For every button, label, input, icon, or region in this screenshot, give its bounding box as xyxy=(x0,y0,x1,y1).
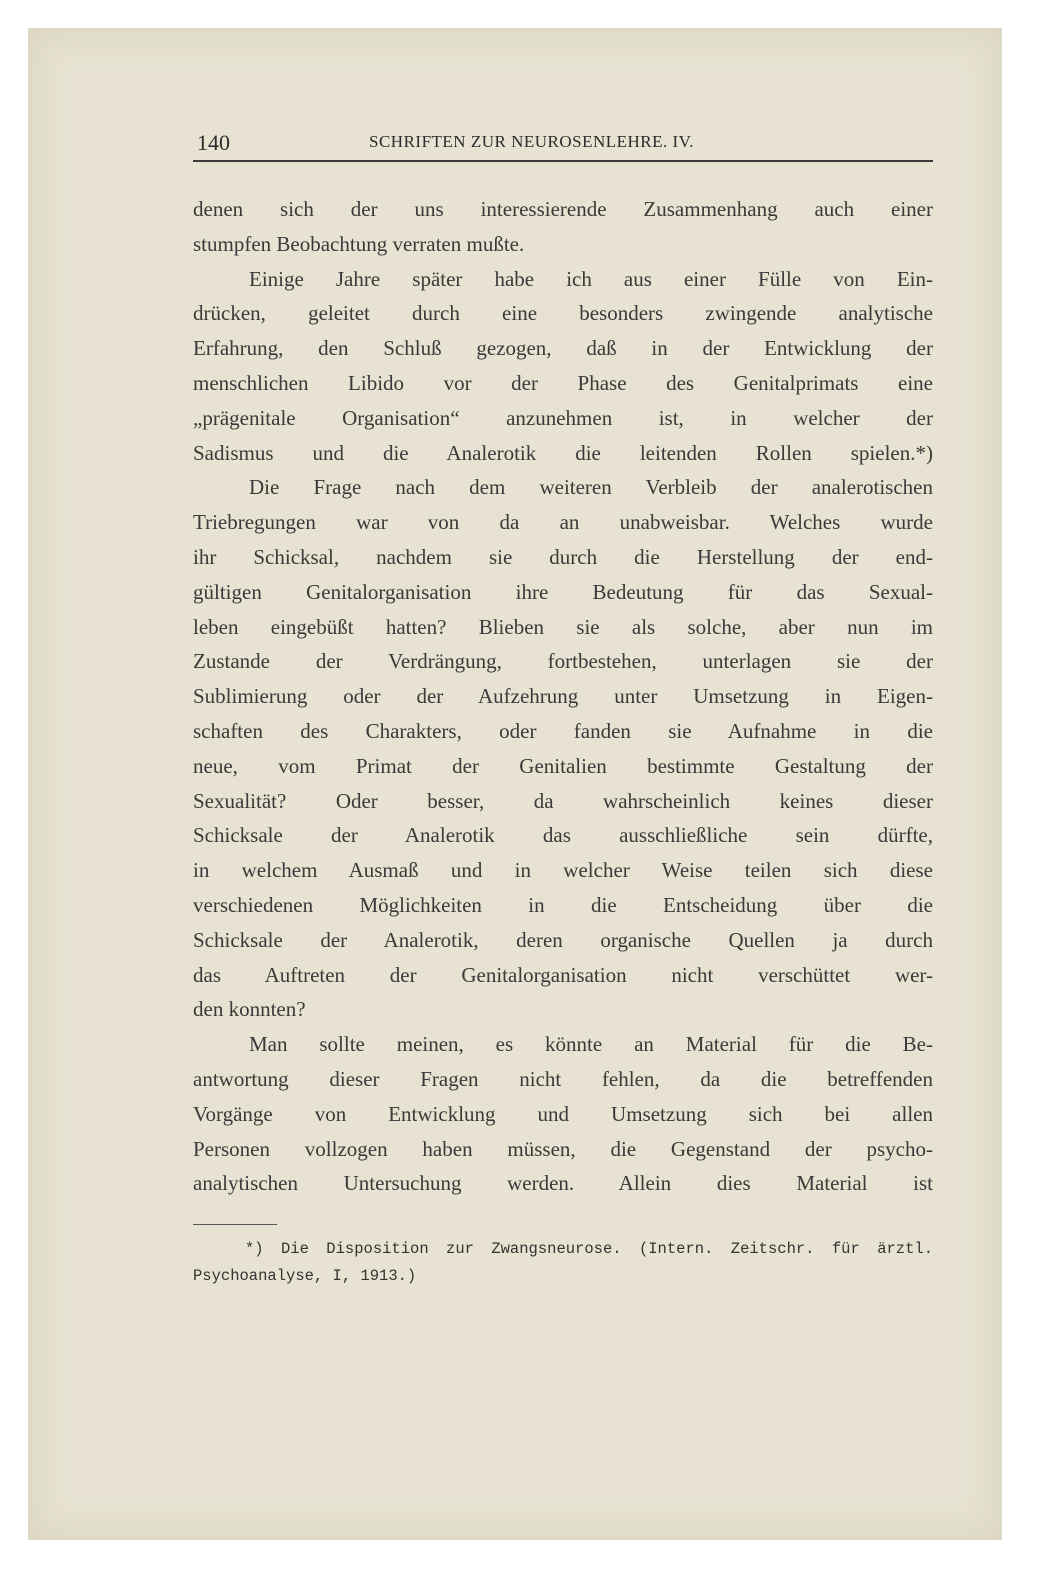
body-text xyxy=(193,192,933,1201)
text-line: in welchem Ausmaß und in welcher Weise teilen sich diese xyxy=(193,858,933,883)
page-header xyxy=(193,128,933,160)
text-line: analytischen Untersuchung werden. Allein dies Material ist xyxy=(193,1171,933,1196)
footnote-line: Psychoanalyse, I, 1913.) xyxy=(193,1267,417,1285)
text-line: Personen vollzogen haben müssen, die Gegenstand der psycho- xyxy=(193,1136,933,1161)
text-line: Sexualität? Oder besser, da wahrscheinlich keines dieser xyxy=(193,788,933,813)
text-line: antwortung dieser Fragen nicht fehlen, da die betreffenden xyxy=(193,1066,933,1091)
footnote xyxy=(193,1236,933,1290)
text-line: neue, vom Primat der Genitalien bestimmte Gestaltung der xyxy=(193,753,933,778)
text-line: Die Frage nach dem weiteren Verbleib der analerotischen xyxy=(249,475,933,500)
text-line: Zustande der Verdrängung, fortbestehen, unterlagen sie der xyxy=(193,649,933,674)
text-line: den konnten? xyxy=(193,997,306,1022)
text-line: Triebregungen war von da an unabweisbar. Welches wurde xyxy=(193,510,933,535)
text-line: Einige Jahre später habe ich aus einer Fülle von Ein- xyxy=(249,266,933,291)
footnote-line: *) Die Disposition zur Zwangsneurose. (Intern. Zeitschr. für ärztl. xyxy=(245,1240,933,1258)
text-line: Schicksale der Analerotik, deren organische Quellen ja durch xyxy=(193,927,933,952)
text-line: „prägenitale Organisation“ anzunehmen ist, in welcher der xyxy=(193,405,933,430)
text-line: drücken, geleitet durch eine besonders zwingende analytische xyxy=(193,301,933,326)
page-number: 140 xyxy=(197,130,230,155)
text-line: verschiedenen Möglichkeiten in die Entscheidung über die xyxy=(193,892,933,917)
text-line: ihr Schicksal, nachdem sie durch die Herstellung der end- xyxy=(193,544,933,569)
text-line: Man sollte meinen, es könnte an Material für die Be- xyxy=(249,1032,933,1057)
footnote-rule xyxy=(193,1224,277,1225)
text-line: Vorgänge von Entwicklung und Umsetzung sich bei allen xyxy=(193,1101,933,1126)
text-line: gültigen Genitalorganisation ihre Bedeutung für das Sexual- xyxy=(193,579,933,604)
text-line: Erfahrung, den Schluß gezogen, daß in der Entwicklung der xyxy=(193,336,933,361)
text-line: das Auftreten der Genitalorganisation nicht verschüttet wer- xyxy=(193,962,933,987)
text-line: denen sich der uns interessierende Zusammenhang auch einer xyxy=(193,197,933,221)
text-line: leben eingebüßt hatten? Blieben sie als solche, aber nun im xyxy=(193,614,933,639)
text-line: stumpfen Beobachtung verraten mußte. xyxy=(193,231,525,256)
text-line: Sadismus und die Analerotik die leitenden Rollen spielen.*) xyxy=(193,440,933,465)
text-line: menschlichen Libido vor der Phase des Genitalprimats eine xyxy=(193,370,933,395)
running-head: SCHRIFTEN ZUR NEUROSENLEHRE. IV. xyxy=(369,132,695,151)
header-rule xyxy=(193,160,933,162)
text-line: Sublimierung oder der Aufzehrung unter Umsetzung in Eigen- xyxy=(193,684,933,709)
text-line: Schicksale der Analerotik das ausschließliche sein dürfte, xyxy=(193,823,933,848)
text-line: schaften des Charakters, oder fanden sie Aufnahme in die xyxy=(193,718,933,743)
